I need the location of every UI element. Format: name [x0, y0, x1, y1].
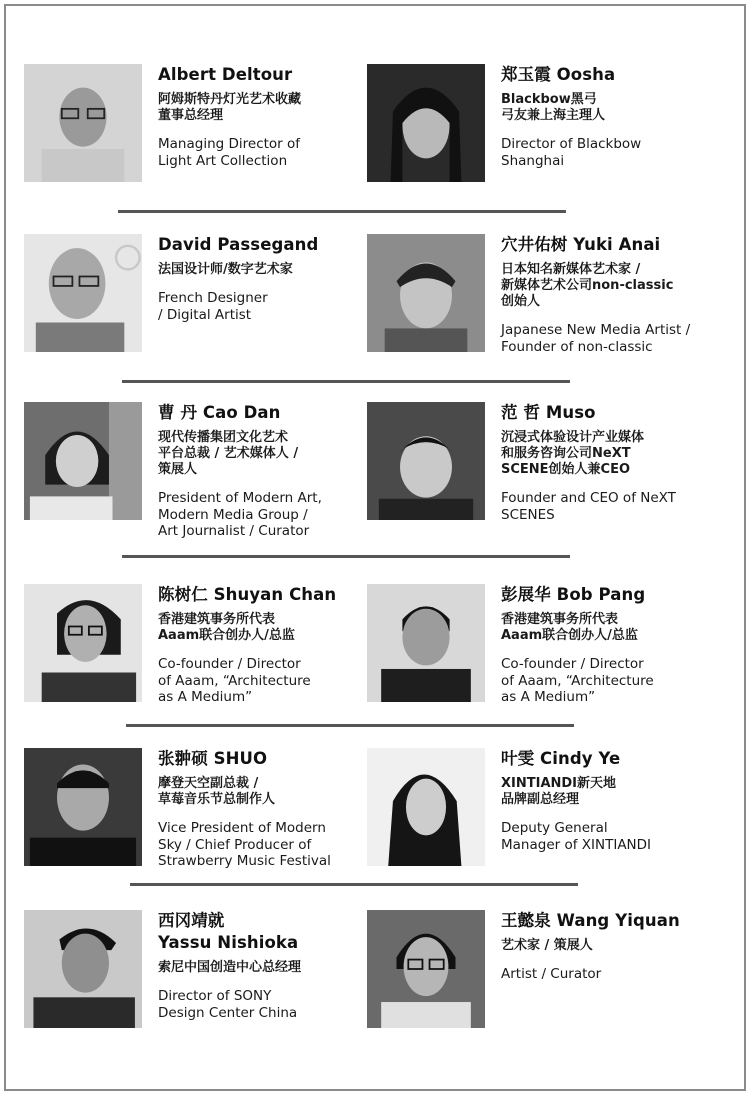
portrait-photo	[367, 910, 485, 1028]
person-name: 张翀硕 SHUO	[158, 749, 268, 768]
person-yuki-anai	[367, 234, 727, 364]
person-title-en: Co-founder / Director of Aaam, “Architecture as A Medium”	[158, 656, 311, 705]
person-name: 彭展华 Bob Pang	[501, 585, 646, 604]
section-divider	[122, 380, 570, 383]
person-bob-pang	[367, 584, 727, 714]
portrait-photo	[367, 234, 485, 352]
person-title-en: Founder and CEO of NeXT SCENES	[501, 490, 676, 523]
person-name: 曹 丹 Cao Dan	[158, 403, 281, 422]
person-title-en: Japanese New Media Artist / Founder of non-classic	[501, 322, 691, 355]
person-title-cn: 香港建筑事务所代表 Aaam联合创办人/总监	[158, 612, 295, 643]
person-title-cn: 日本知名新媒体艺术家 / 新媒体艺术公司non-classic 创始人	[501, 262, 674, 309]
person-title-en: Vice President of Modern Sky / Chief Producer of Strawberry Music Festival	[158, 820, 331, 869]
portrait-photo	[24, 402, 142, 520]
person-wang-yiquan	[367, 910, 727, 1040]
person-title-cn: XINTIANDI新天地 品牌副总经理	[501, 776, 617, 807]
person-title-cn: Blackbow黑弓 弓友兼上海主理人	[501, 92, 606, 123]
person-name: 王懿泉 Wang Yiquan	[501, 911, 680, 930]
portrait-photo	[367, 584, 485, 702]
person-david-passegand	[24, 234, 384, 364]
person-title-cn: 香港建筑事务所代表 Aaam联合创办人/总监	[501, 612, 638, 643]
person-title-en: Director of SONY Design Center China	[158, 988, 298, 1021]
person-oosha	[367, 64, 727, 194]
person-title-cn: 沉浸式体验设计产业媒体 和服务咨询公司NeXT SCENE创始人兼CEO	[501, 430, 645, 477]
person-title-cn: 现代传播集团文化艺术 平台总裁 / 艺术媒体人 / 策展人	[158, 430, 299, 477]
person-title-en: French Designer / Digital Artist	[158, 290, 268, 323]
person-name: 陈树仁 Shuyan Chan	[158, 585, 337, 604]
person-title-cn: 艺术家 / 策展人	[501, 938, 593, 953]
person-title-en: Artist / Curator	[501, 966, 602, 982]
person-shuo	[24, 748, 384, 878]
person-cao-dan	[24, 402, 384, 539]
person-title-en: Director of Blackbow Shanghai	[501, 136, 642, 169]
person-title-cn: 法国设计师/数字艺术家	[158, 262, 293, 277]
person-yassu-nishioka	[24, 910, 384, 1040]
person-name: 西冈靖就 Yassu Nishioka	[158, 911, 299, 952]
person-albert-deltour	[24, 64, 384, 194]
section-divider	[126, 724, 574, 727]
person-title-en: President of Modern Art, Modern Media Group / Art Journalist / Curator	[158, 490, 322, 539]
portrait-photo	[24, 64, 142, 182]
section-divider	[122, 555, 570, 558]
person-name: Albert Deltour	[158, 65, 293, 84]
portrait-photo	[24, 910, 142, 1028]
person-title-en: Deputy General Manager of XINTIANDI	[501, 820, 652, 853]
section-divider	[130, 883, 578, 886]
person-title-en: Managing Director of Light Art Collection	[158, 136, 301, 169]
person-name: 穴井佑树 Yuki Anai	[501, 235, 661, 254]
person-title-cn: 摩登天空副总裁 / 草莓音乐节总制作人	[158, 776, 276, 807]
section-divider	[118, 210, 566, 213]
person-shuyan-chan	[24, 584, 384, 714]
person-name: 叶雯 Cindy Ye	[501, 749, 621, 768]
person-name: 范 哲 Muso	[501, 403, 596, 422]
person-name: 郑玉霞 Oosha	[501, 65, 616, 84]
person-muso	[367, 402, 727, 532]
person-title-cn: 索尼中国创造中心总经理	[158, 960, 302, 975]
portrait-photo	[24, 234, 142, 352]
portrait-photo	[24, 584, 142, 702]
person-title-cn: 阿姆斯特丹灯光艺术收藏 董事总经理	[158, 92, 302, 123]
portrait-photo	[367, 748, 485, 866]
person-cindy-ye	[367, 748, 727, 878]
person-name: David Passegand	[158, 235, 319, 254]
person-title-en: Co-founder / Director of Aaam, “Architecture as A Medium”	[501, 656, 654, 705]
portrait-photo	[367, 64, 485, 182]
portrait-photo	[24, 748, 142, 866]
portrait-photo	[367, 402, 485, 520]
